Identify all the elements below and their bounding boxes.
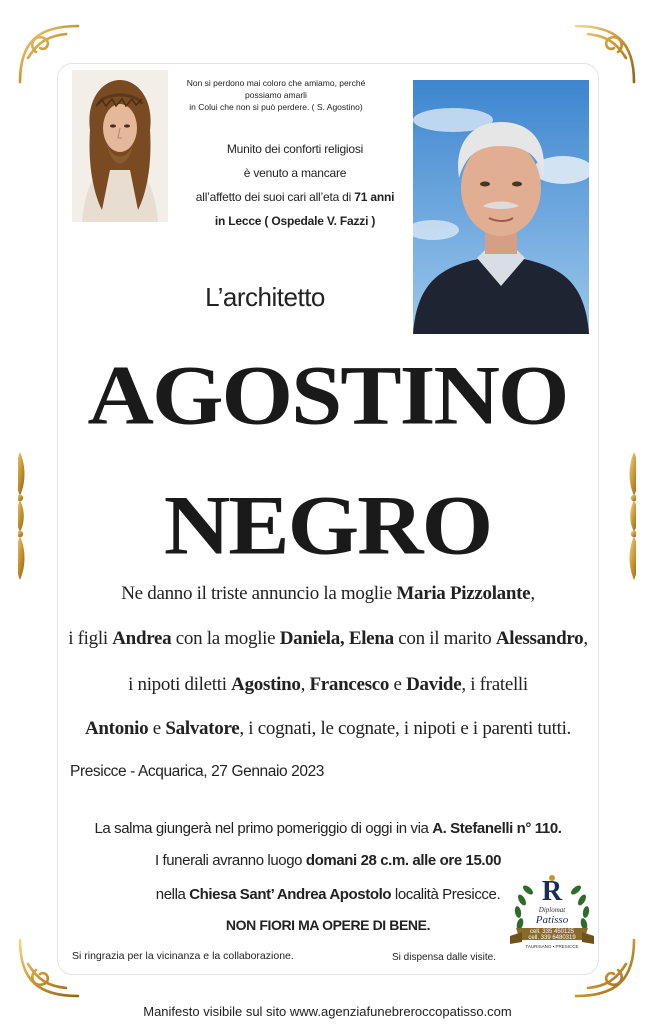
conforti-line-3 [190,185,400,209]
quote-line-1: Non si perdono mai coloro che amiamo, perché possiamo amarli [186,78,366,100]
relative-name: Maria Pizzolante [396,583,531,604]
agency-logo-phone-2: cell. 339 6480319 [528,935,576,941]
announcement-text: e [148,718,166,739]
info-text: I funerali avranno luogo [154,852,306,869]
conforti-line-1: Munito dei conforti religiosi [226,142,364,156]
announcement-line-2 [58,628,598,650]
conforti-age-prefix: all’affetto dei suoi cari all’eta di [195,190,355,204]
quote-text [176,77,376,113]
relative-name: Agostino [231,674,301,695]
announcement-text: Ne danno il triste annuncio la moglie [121,583,397,604]
announcement-text: con il marito [393,628,496,649]
info-church: Chiesa Sant’ Andrea Apostolo [189,886,392,903]
announcement-text: i nipoti diletti [128,674,232,695]
agency-logo-script: Diplomat [538,906,566,914]
info-text: località Presicce. [391,886,501,903]
agency-logo-name: Patisso [535,914,569,926]
announcement-line-1 [58,583,598,605]
relative-name: Antonio [84,718,149,739]
agency-logo-letter: R [541,876,563,907]
relative-name: Salvatore [165,718,240,739]
announcement-line-3 [58,674,598,696]
announcement-text: , [583,628,588,649]
relative-name: Daniela, Elena [279,628,394,649]
announcement-line-4 [58,718,598,740]
announcement-text: , [300,674,310,695]
announcement-text: e [389,674,407,695]
conforti-line-4 [190,209,400,233]
announcement-text: , i cognati, le cognate, i nipoti e i parenti tutti. [239,718,571,739]
place-date: Presicce - Acquarica, 27 Gennaio 2023 [70,763,325,780]
no-visits-text: Si dispensa dalle visite. [392,952,496,963]
agency-logo [508,870,596,954]
info-funeral-time: domani 28 c.m. alle ore 15.00 [305,852,502,869]
deceased-last-name: NEGRO [163,478,492,572]
relative-name: Andrea [112,628,172,649]
quote-line-2: in Colui che non si può perdere. ( S. Agostino) [189,102,363,112]
conforti-line-2: è venuto a mancare [243,166,347,180]
relative-name: Alessandro [495,628,584,649]
thanks-text: Si ringrazia per la vicinanza e la collaborazione. [72,950,294,962]
info-line-4: NON FIORI MA OPERE DI BENE. [225,917,431,933]
deceased-first-name: AGOSTINO [87,348,568,442]
footer-website-text: Manifesto visibile sul sito www.agenziafunebreroccopatisso.com [143,1004,512,1019]
announcement-text: , i fratelli [461,674,528,695]
info-text: nella [155,886,190,903]
info-line-2 [58,852,598,869]
relative-name: Davide [406,674,462,695]
info-line-1 [58,820,598,837]
announcement-text: , [530,583,535,604]
relative-name: Francesco [309,674,390,695]
deceased-title: L’architetto [205,282,325,312]
conforti-text [190,137,400,233]
deceased-photo [413,80,589,334]
info-text: La salma giungerà nel primo pomeriggio di oggi in via [94,820,433,837]
announcement-text: i figli [68,628,113,649]
announcement-text: con la moglie [171,628,280,649]
conforti-location: in Lecce ( Ospedale V. Fazzi ) [214,214,376,228]
conforti-age: 71 anni [354,190,395,204]
christ-portrait-image [72,70,168,222]
info-address: A. Stefanelli n° 110. [432,820,562,837]
agency-logo-place: TAURISANO • PRESICCE [525,944,579,949]
agency-logo-phone-1: cell. 335 450125 [529,929,575,935]
